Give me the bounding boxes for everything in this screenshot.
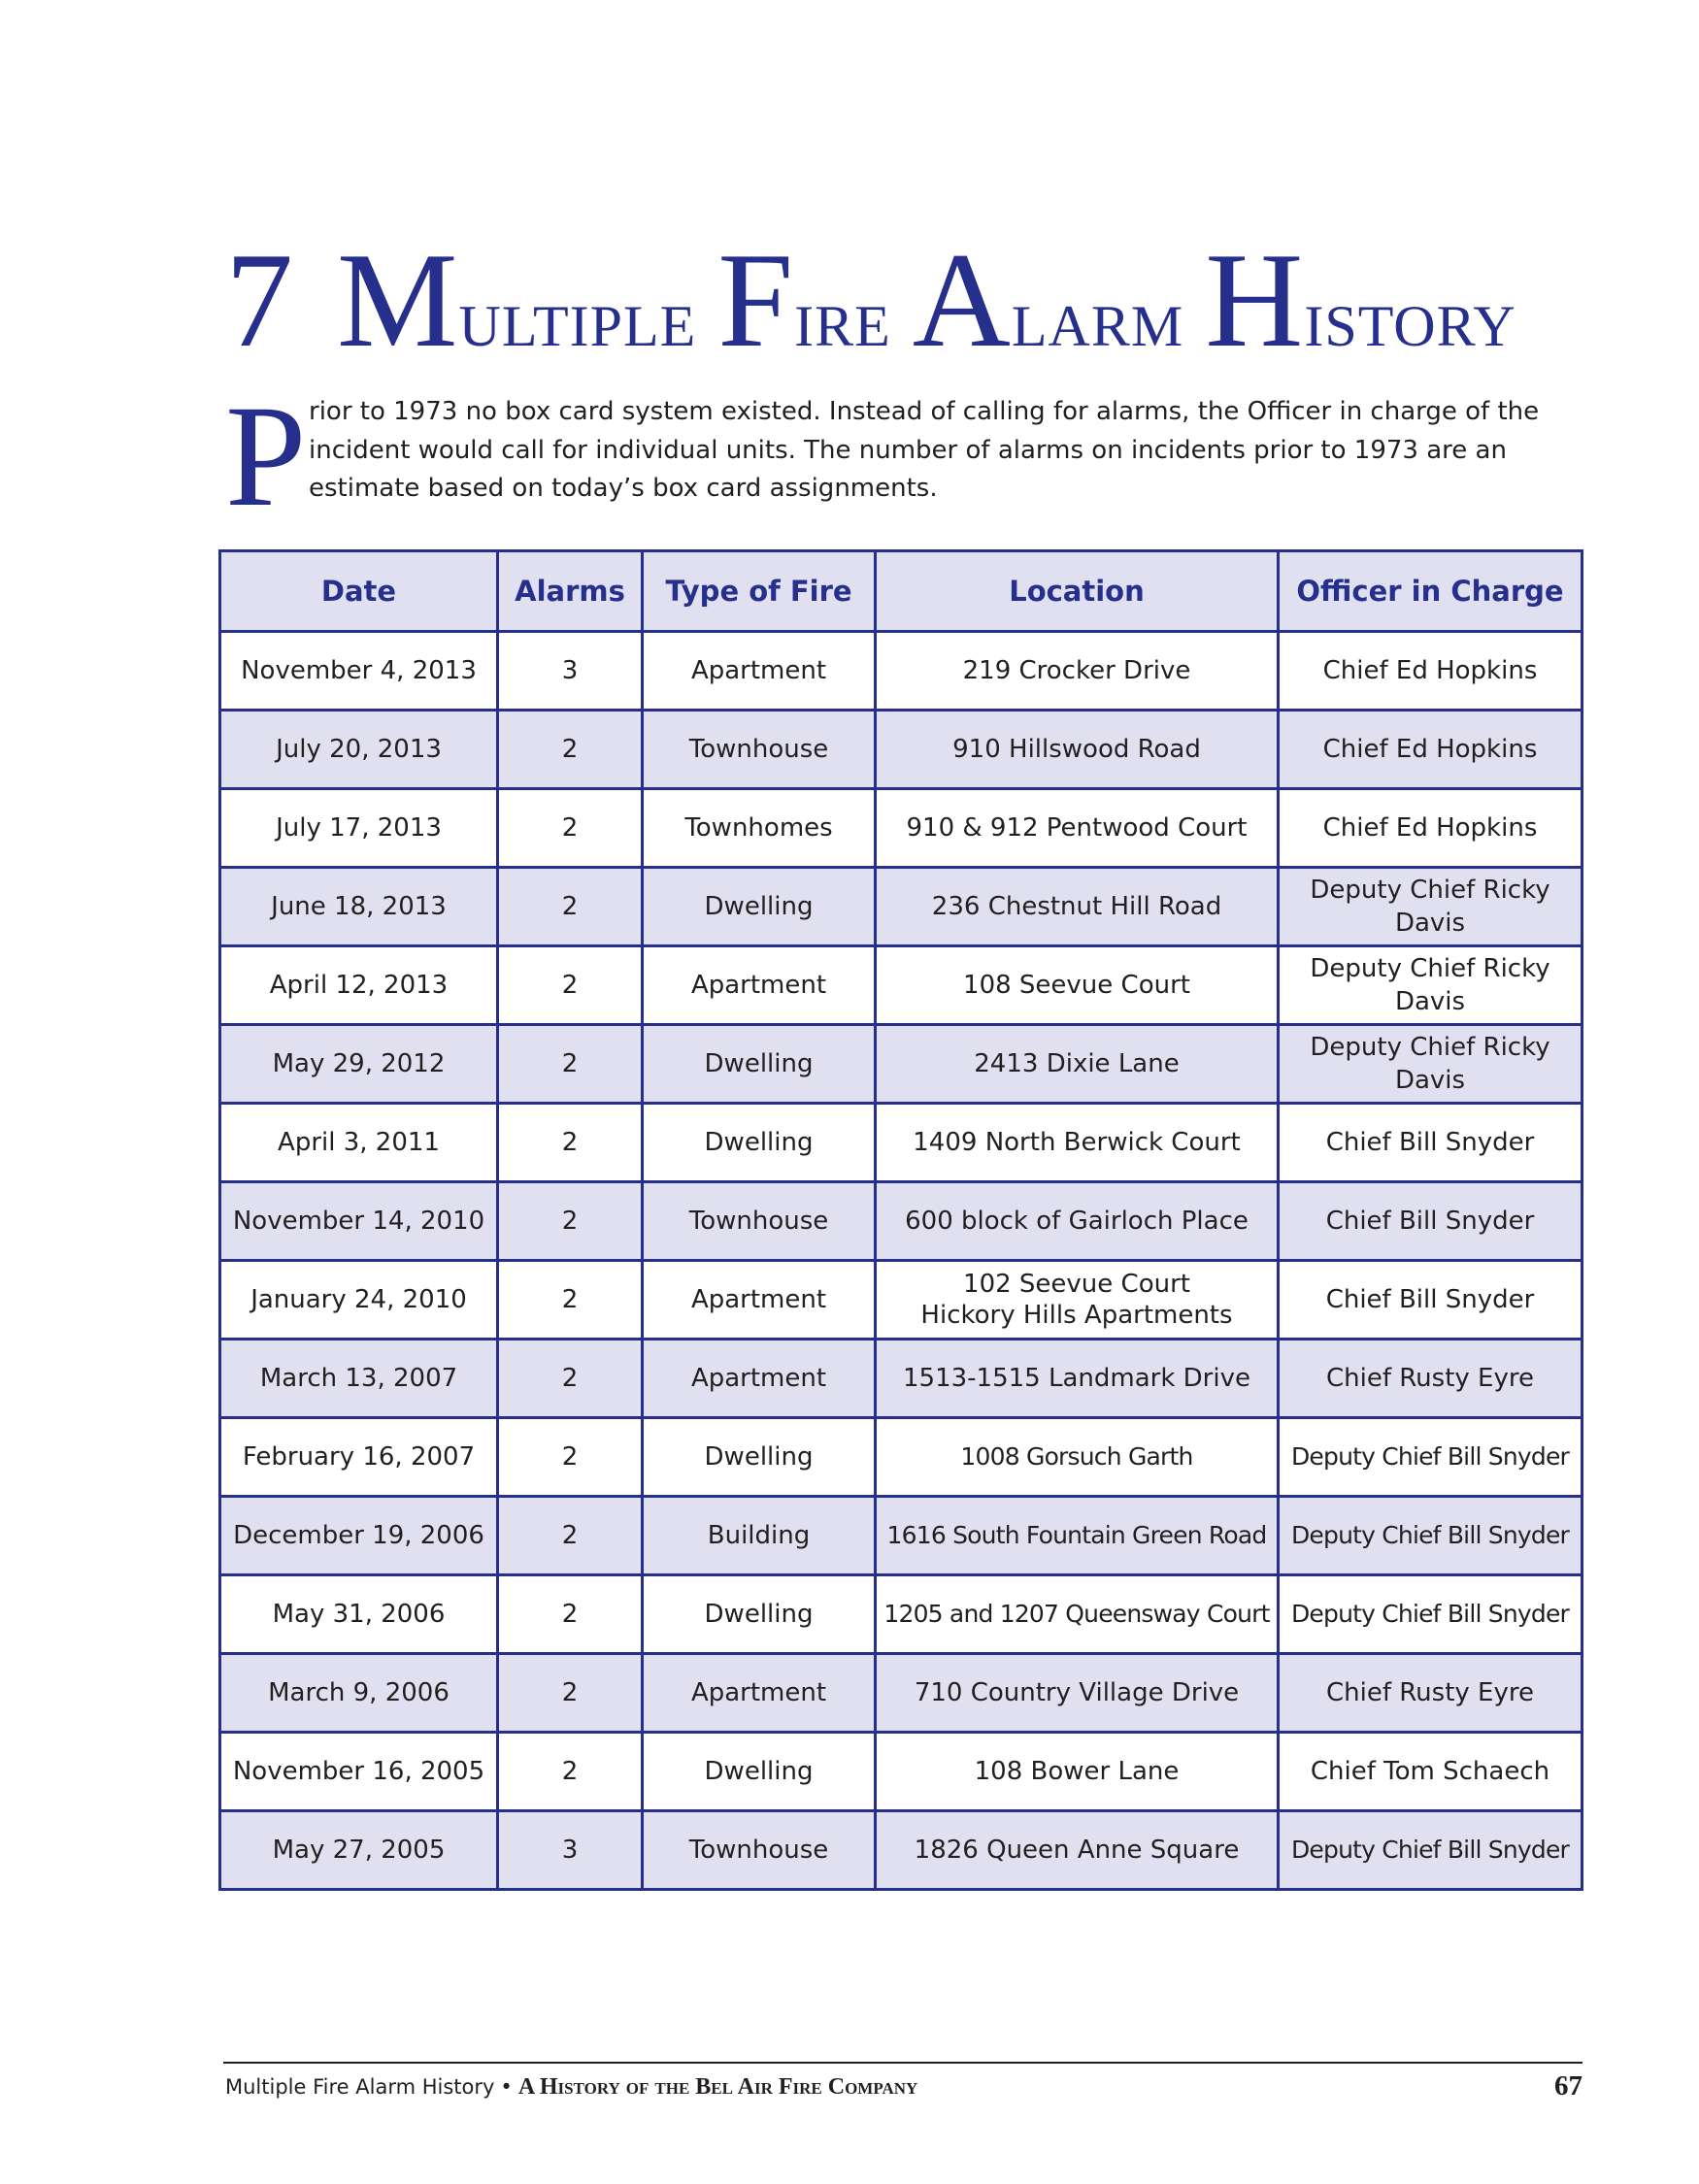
officer-cell: Chief Bill Snyder	[1279, 1182, 1582, 1261]
type-cell: Apartment	[643, 1340, 876, 1418]
alarms-cell: 2	[498, 1418, 643, 1497]
officer-cell: Chief Rusty Eyre	[1279, 1654, 1582, 1733]
type-cell: Dwelling	[643, 1025, 876, 1104]
type-cell: Townhouse	[643, 711, 876, 789]
table-row	[220, 1182, 1582, 1261]
table-row	[220, 946, 1582, 1025]
type-cell: Apartment	[643, 946, 876, 1025]
officer-cell: Deputy Chief Ricky Davis	[1279, 946, 1582, 1025]
officer-cell: Deputy Chief Bill Snyder	[1279, 1575, 1582, 1654]
location-cell: 1008 Gorsuch Garth	[876, 1418, 1279, 1497]
location-cell: 219 Crocker Drive	[876, 632, 1279, 711]
type-cell: Dwelling	[643, 868, 876, 946]
location-cell: 1409 North Berwick Court	[876, 1104, 1279, 1182]
officer-cell: Chief Ed Hopkins	[1279, 789, 1582, 868]
table-row	[220, 1497, 1582, 1575]
header-officer-in-charge: Officer in Charge	[1279, 551, 1582, 632]
alarms-cell: 3	[498, 1811, 643, 1890]
footer-section-title: Multiple Fire Alarm History	[225, 2075, 495, 2099]
date-cell: November 14, 2010	[220, 1182, 498, 1261]
officer-cell: Deputy Chief Ricky Davis	[1279, 1025, 1582, 1104]
header-type-of-fire: Type of Fire	[643, 551, 876, 632]
officer-cell: Chief Ed Hopkins	[1279, 632, 1582, 711]
date-cell: June 18, 2013	[220, 868, 498, 946]
type-cell: Apartment	[643, 632, 876, 711]
date-cell: November 4, 2013	[220, 632, 498, 711]
alarms-cell: 2	[498, 1025, 643, 1104]
title-word-fire: FIRE	[717, 225, 891, 376]
alarms-cell: 2	[498, 946, 643, 1025]
date-cell: April 12, 2013	[220, 946, 498, 1025]
footer-book-title: A History of the Bel Air Fire Company	[517, 2074, 918, 2100]
table-row	[220, 1025, 1582, 1104]
alarms-cell: 2	[498, 1654, 643, 1733]
date-cell: May 31, 2006	[220, 1575, 498, 1654]
footer-separator: •	[500, 2075, 513, 2099]
type-cell: Apartment	[643, 1261, 876, 1340]
table-row	[220, 1811, 1582, 1890]
location-cell: 108 Bower Lane	[876, 1733, 1279, 1811]
title-word-multiple: MULTIPLE	[337, 225, 697, 376]
location-cell: 102 Seevue Court Hickory Hills Apartments	[876, 1261, 1279, 1340]
footer-divider	[223, 2062, 1582, 2064]
running-footer	[225, 2074, 917, 2101]
type-cell: Dwelling	[643, 1418, 876, 1497]
officer-cell: Chief Bill Snyder	[1279, 1261, 1582, 1340]
location-cell: 236 Chestnut Hill Road	[876, 868, 1279, 946]
type-cell: Building	[643, 1497, 876, 1575]
officer-cell: Chief Bill Snyder	[1279, 1104, 1582, 1182]
alarms-cell: 2	[498, 1261, 643, 1340]
intro-paragraph	[225, 376, 1584, 537]
alarms-cell: 2	[498, 1575, 643, 1654]
header-date: Date	[220, 551, 498, 632]
date-cell: July 17, 2013	[220, 789, 498, 868]
alarms-cell: 2	[498, 1733, 643, 1811]
date-cell: February 16, 2007	[220, 1418, 498, 1497]
officer-cell: Chief Ed Hopkins	[1279, 711, 1582, 789]
table-row	[220, 1104, 1582, 1182]
location-cell: 910 & 912 Pentwood Court	[876, 789, 1279, 868]
date-cell: March 13, 2007	[220, 1340, 498, 1418]
location-cell: 108 Seevue Court	[876, 946, 1279, 1025]
date-cell: January 24, 2010	[220, 1261, 498, 1340]
date-cell: July 20, 2013	[220, 711, 498, 789]
title-word-history: HISTORY	[1205, 225, 1516, 376]
chapter-number: 7	[225, 225, 294, 376]
table-row	[220, 1733, 1582, 1811]
header-location: Location	[876, 551, 1279, 632]
table-row	[220, 1340, 1582, 1418]
table-header-row	[220, 551, 1582, 632]
officer-cell: Deputy Chief Ricky Davis	[1279, 868, 1582, 946]
officer-cell: Deputy Chief Bill Snyder	[1279, 1497, 1582, 1575]
type-cell: Dwelling	[643, 1104, 876, 1182]
date-cell: December 19, 2006	[220, 1497, 498, 1575]
date-cell: May 27, 2005	[220, 1811, 498, 1890]
officer-cell: Chief Tom Schaech	[1279, 1733, 1582, 1811]
table-row	[220, 789, 1582, 868]
alarms-cell: 2	[498, 1497, 643, 1575]
officer-cell: Chief Rusty Eyre	[1279, 1340, 1582, 1418]
location-cell: 1205 and 1207 Queensway Court	[876, 1575, 1279, 1654]
officer-cell: Deputy Chief Bill Snyder	[1279, 1811, 1582, 1890]
location-cell: 600 block of Gairloch Place	[876, 1182, 1279, 1261]
type-cell: Townhomes	[643, 789, 876, 868]
alarms-cell: 2	[498, 711, 643, 789]
date-cell: March 9, 2006	[220, 1654, 498, 1733]
table-row	[220, 1418, 1582, 1497]
table-row	[220, 632, 1582, 711]
type-cell: Apartment	[643, 1654, 876, 1733]
title-word-alarm: ALARM	[912, 225, 1184, 376]
type-cell: Townhouse	[643, 1182, 876, 1261]
alarms-cell: 2	[498, 1340, 643, 1418]
header-alarms: Alarms	[498, 551, 643, 632]
date-cell: May 29, 2012	[220, 1025, 498, 1104]
intro-text: rior to 1973 no box card system existed. Instead of calling for alarms, the Officer in charge of the incident would call for individual units. The number of alarms on incidents prior to 1973 are an estimate based on today’s box card assignments.	[309, 397, 1540, 503]
table-row	[220, 1654, 1582, 1733]
date-cell: November 16, 2005	[220, 1733, 498, 1811]
chapter-title	[225, 225, 1584, 376]
alarms-cell: 2	[498, 789, 643, 868]
alarms-cell: 3	[498, 632, 643, 711]
location-cell: 1616 South Fountain Green Road	[876, 1497, 1279, 1575]
alarms-cell: 2	[498, 1182, 643, 1261]
location-cell: 2413 Dixie Lane	[876, 1025, 1279, 1104]
table-row	[220, 711, 1582, 789]
location-cell: 1513-1515 Landmark Drive	[876, 1340, 1279, 1418]
type-cell: Dwelling	[643, 1733, 876, 1811]
page-number: 67	[1554, 2070, 1582, 2101]
location-cell: 1826 Queen Anne Square	[876, 1811, 1279, 1890]
location-cell: 910 Hillswood Road	[876, 711, 1279, 789]
table-row	[220, 868, 1582, 946]
officer-cell: Deputy Chief Bill Snyder	[1279, 1418, 1582, 1497]
date-cell: April 3, 2011	[220, 1104, 498, 1182]
drop-cap: P	[225, 376, 307, 537]
type-cell: Dwelling	[643, 1575, 876, 1654]
location-cell: 710 Country Village Drive	[876, 1654, 1279, 1733]
alarm-history-table	[218, 549, 1583, 1891]
table-row	[220, 1575, 1582, 1654]
alarms-cell: 2	[498, 1104, 643, 1182]
alarms-cell: 2	[498, 868, 643, 946]
table-row	[220, 1261, 1582, 1340]
type-cell: Townhouse	[643, 1811, 876, 1890]
